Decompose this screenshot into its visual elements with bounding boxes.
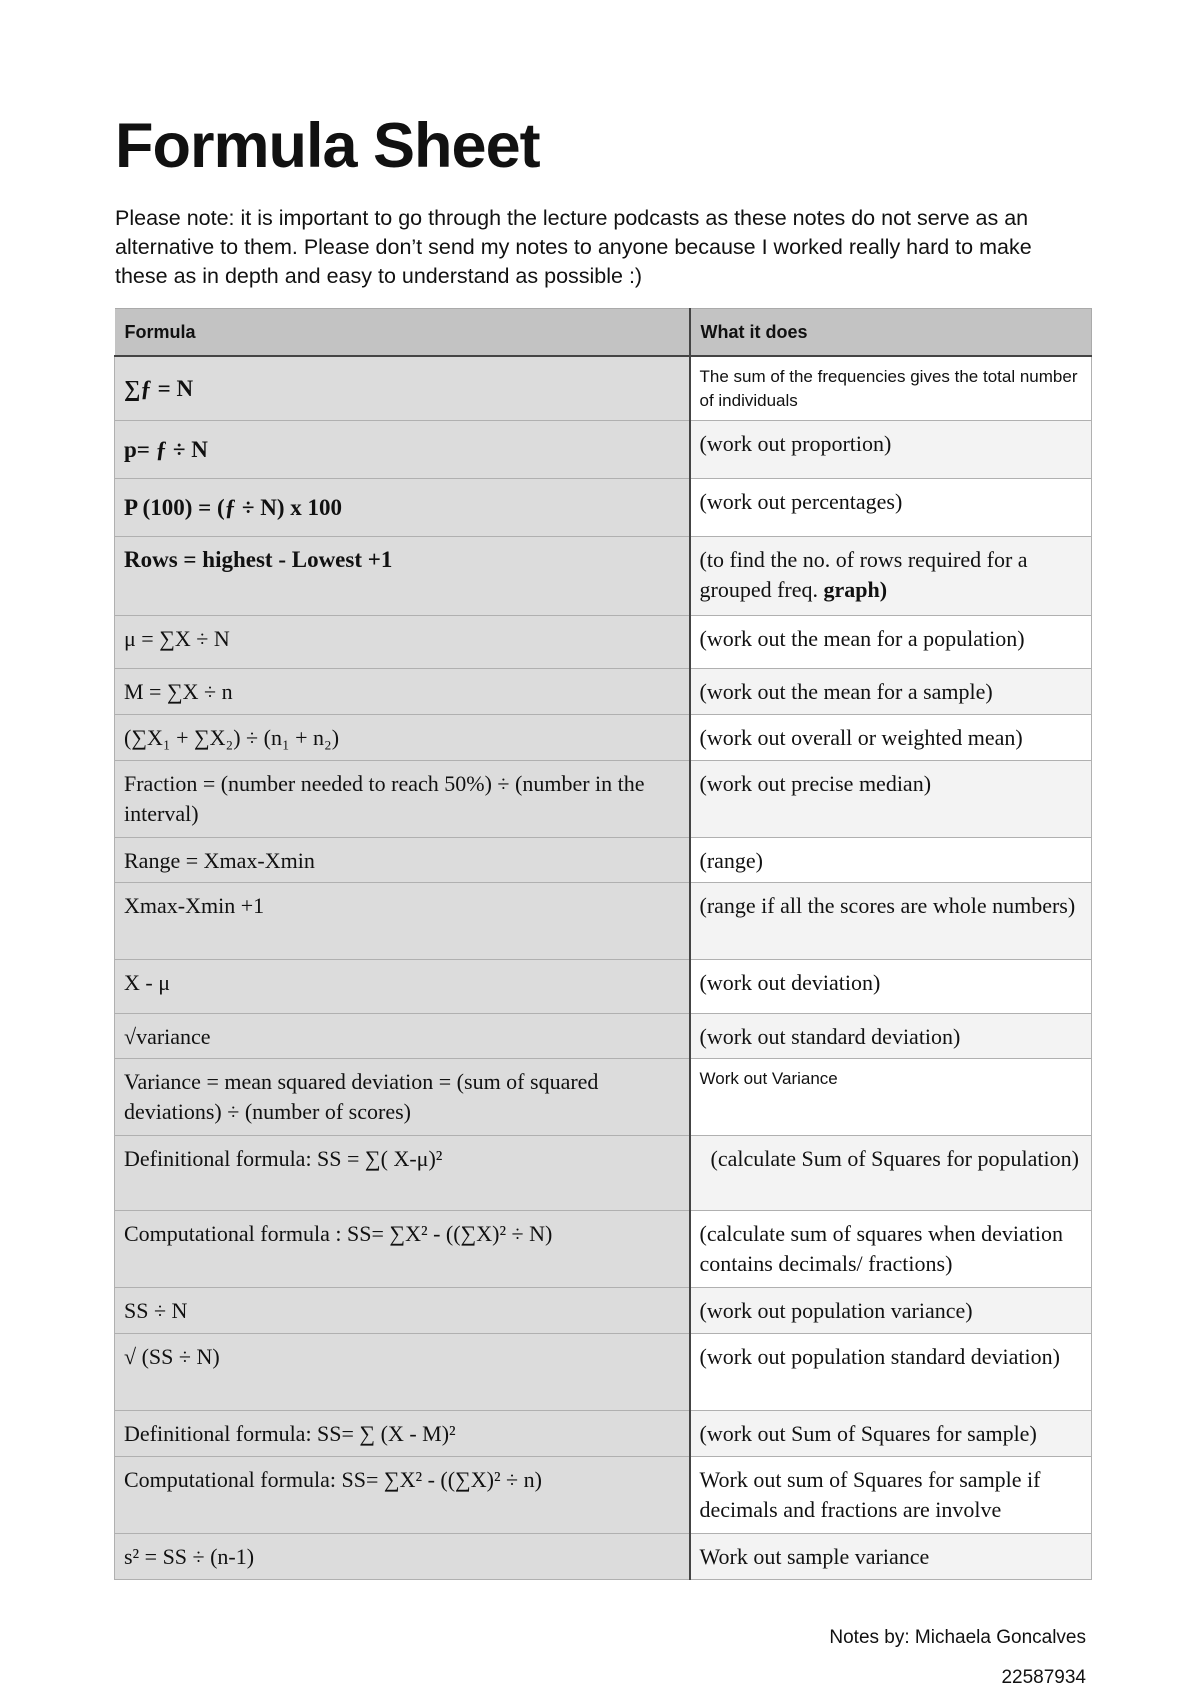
description-cell: (range if all the scores are whole numbers) [690,882,1092,959]
description-bold-text: graph) [823,576,888,602]
table-row [115,714,1092,760]
formula-cell: Rows = highest - Lowest +1 [115,536,690,615]
formula-cell: s² = SS ÷ (n-1) [115,1533,690,1579]
description-cell: Work out sum of Squares for sample if decimals and fractions are involve [690,1456,1092,1533]
footer-student-id: 22587934 [1001,1667,1086,1688]
formula-cell: Computational formula: SS= ∑X² - ((∑X)² ÷ n) [115,1456,690,1533]
header-what-it-does: What it does [690,309,1092,357]
header-formula: Formula [115,309,690,357]
intro-note: Please note: it is important to go through the lecture podcasts as these notes do not serve as an alternative to them. Please don’t send my notes to anyone because I worked really hard to make these as in depth and easy to understand as possible :) [115,206,1032,288]
table-row [115,882,1092,959]
table-row [115,1533,1092,1579]
table-row [115,478,1092,536]
formula-cell: μ = ∑X ÷ N [115,615,690,668]
description-cell: (work out Sum of Squares for sample) [690,1410,1092,1456]
formula-cell: Xmax-Xmin +1 [115,882,690,959]
description-cell: (work out the mean for a population) [690,615,1092,668]
table-row [115,668,1092,714]
table-row [115,420,1092,478]
description-cell [690,536,1092,615]
description-cell: (work out the mean for a sample) [690,668,1092,714]
description-cell: The sum of the frequencies gives the total number of individuals [690,356,1092,420]
description-cell: (work out overall or weighted mean) [690,714,1092,760]
formula-cell: √ (SS ÷ N) [115,1333,690,1410]
formula-cell: Fraction = (number needed to reach 50%) ÷ (number in the interval) [115,760,690,837]
formula-table [114,308,1092,1580]
table-row [115,536,1092,615]
description-cell: (work out population standard deviation) [690,1333,1092,1410]
table-row [115,760,1092,837]
formula-cell: (∑X₁ + ∑X₂) ÷ (n₁ + n₂) [115,714,690,760]
formula-cell: p= ƒ ÷ N [115,420,690,478]
table-row [115,837,1092,882]
description-text: (to find the no. of rows required for a grouped freq. [699,546,1028,602]
table-row [115,1135,1092,1210]
description-cell: (range) [690,837,1092,882]
formula-cell: Variance = mean squared deviation = (sum of squared deviations) ÷ (number of scores) [115,1058,690,1135]
table-header-row [115,309,1092,357]
table-row [115,959,1092,1013]
formula-cell: M = ∑X ÷ n [115,668,690,714]
description-cell: Work out sample variance [690,1533,1092,1579]
description-cell: (calculate Sum of Squares for population) [690,1135,1092,1210]
table-row [115,356,1092,420]
formula-cell: √variance [115,1013,690,1058]
table-row [115,615,1092,668]
description-cell: (work out proportion) [690,420,1092,478]
table-row [115,1287,1092,1333]
description-cell: Work out Variance [690,1058,1092,1135]
description-cell: (calculate sum of squares when deviation contains decimals/ fractions) [690,1210,1092,1287]
description-cell: (work out precise median) [690,760,1092,837]
table-row [115,1013,1092,1058]
table-row [115,1333,1092,1410]
formula-cell: Computational formula : SS= ∑X² - ((∑X)² ÷ N) [115,1210,690,1287]
description-cell: (work out percentages) [690,478,1092,536]
page-title: Formula Sheet [115,111,540,181]
formula-cell: X - μ [115,959,690,1013]
description-cell: (work out standard deviation) [690,1013,1092,1058]
formula-cell: SS ÷ N [115,1287,690,1333]
formula-cell: P (100) = (ƒ ÷ N) x 100 [115,478,690,536]
footer-author: Notes by: Michaela Goncalves [829,1627,1086,1648]
formula-cell: Definitional formula: SS = ∑( X-μ)² [115,1135,690,1210]
table-row [115,1456,1092,1533]
table-row [115,1058,1092,1135]
formula-cell: Range = Xmax-Xmin [115,837,690,882]
table-row [115,1410,1092,1456]
table-row [115,1210,1092,1287]
description-cell: (work out population variance) [690,1287,1092,1333]
description-cell: (work out deviation) [690,959,1092,1013]
formula-cell: ∑ƒ = N [115,356,690,420]
formula-cell: Definitional formula: SS= ∑ (X - M)² [115,1410,690,1456]
